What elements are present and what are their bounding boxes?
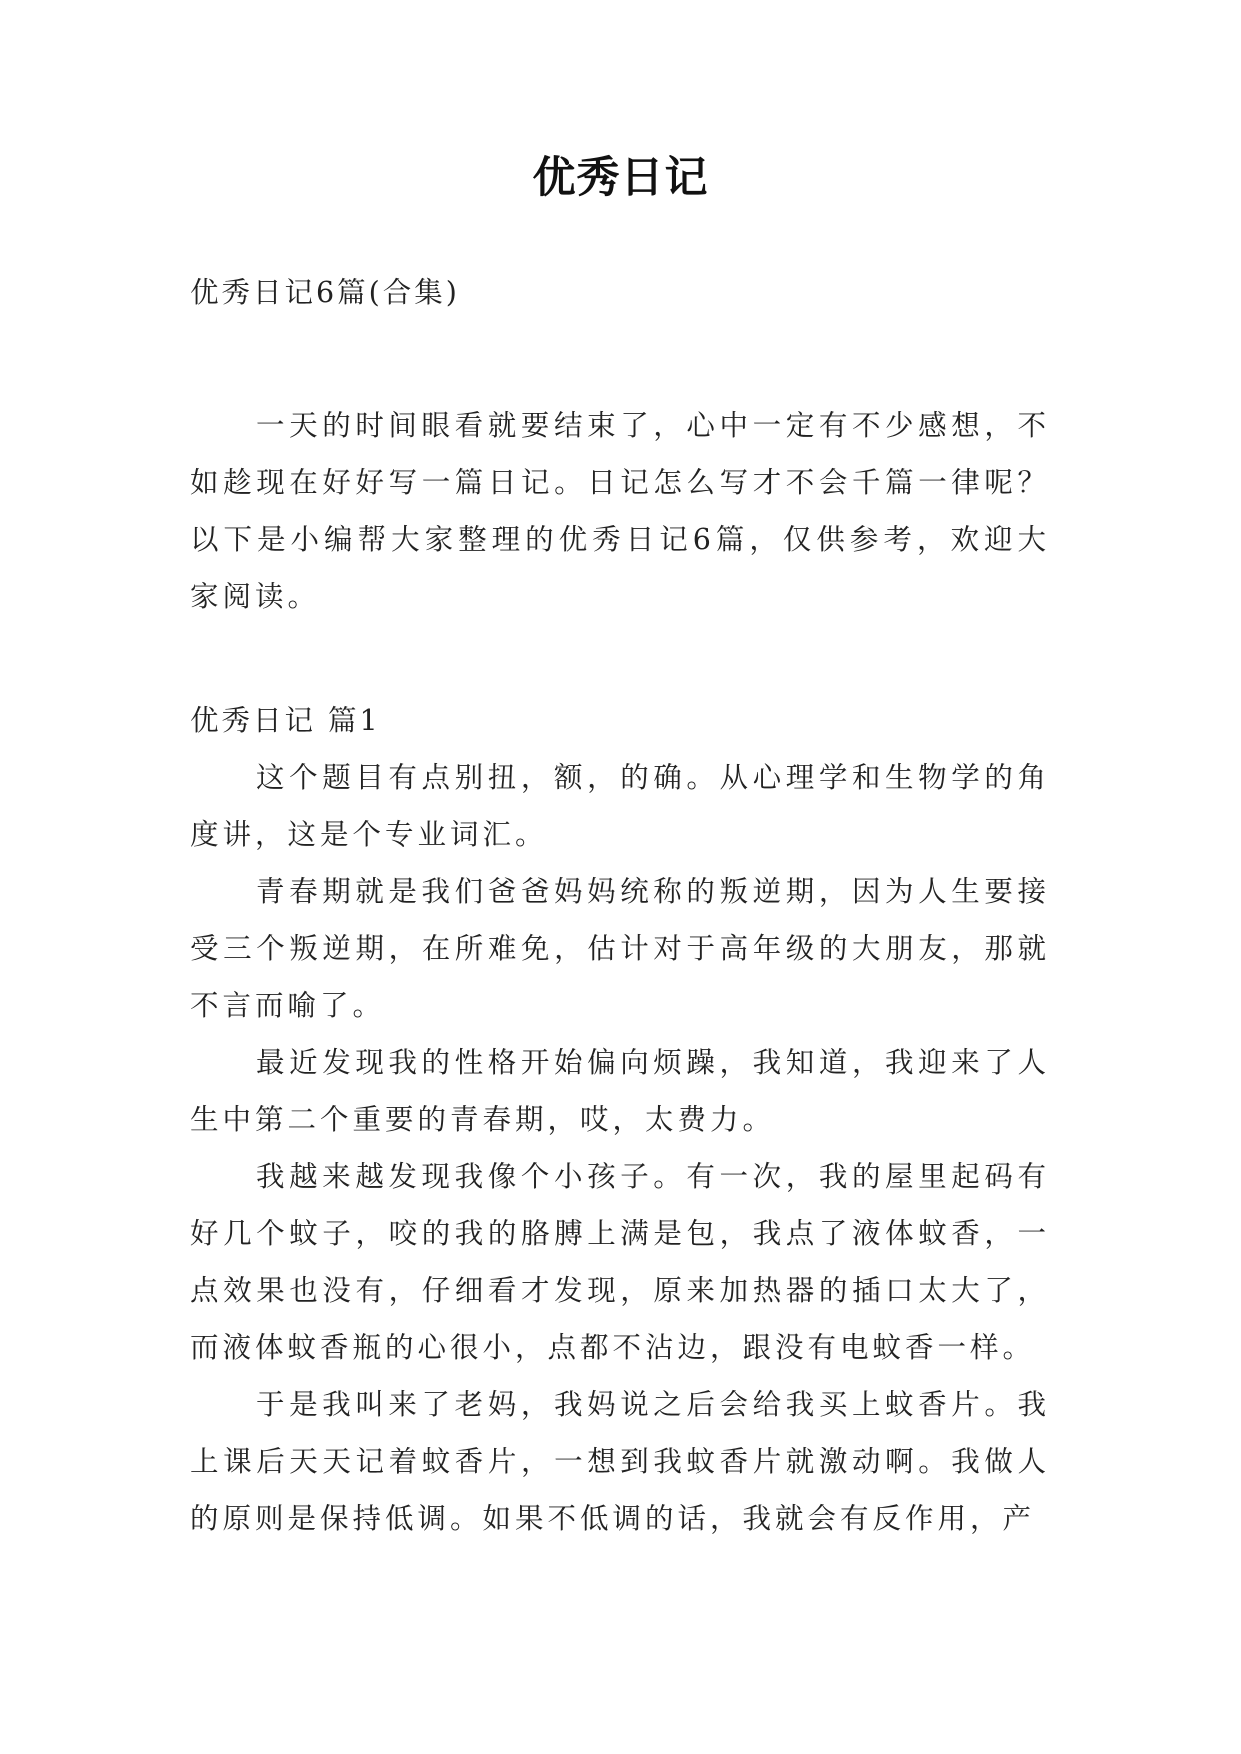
body-paragraph: 最近发现我的性格开始偏向烦躁，我知道，我迎来了人生中第二个重要的青春期，哎，太费力。 [190,1046,1050,1136]
document-subtitle: 优秀日记6篇(合集) [190,276,460,309]
section-heading: 优秀日记 篇1 [190,704,381,737]
intro-paragraph: 一天的时间眼看就要结束了，心中一定有不少感想，不如趁现在好好写一篇日记。日记怎么写才不会千篇一律呢？以下是小编帮大家整理的优秀日记6篇，仅供参考，欢迎大家阅读。 [190,409,1050,613]
document-title: 优秀日记 [532,153,709,203]
body-paragraph: 于是我叫来了老妈，我妈说之后会给我买上蚊香片。我上课后天天记着蚊香片，一想到我蚊香片就激动啊。我做人的原则是保持低调。如果不低调的话，我就会有反作用，产 [190,1388,1050,1535]
body-paragraph: 青春期就是我们爸爸妈妈统称的叛逆期，因为人生要接受三个叛逆期，在所难免，估计对于高年级的大朋友，那就不言而喻了。 [190,875,1050,1022]
body-paragraph: 我越来越发现我像个小孩子。有一次，我的屋里起码有好几个蚊子，咬的我的胳膊上满是包，我点了液体蚊香，一点效果也没有，仔细看才发现，原来加热器的插口太大了，而液体蚊香瓶的心很小，点都不沾边，跟没有电蚊香一样。 [190,1160,1050,1364]
body-paragraph: 这个题目有点别扭，额，的确。从心理学和生物学的角度讲，这是个专业词汇。 [190,761,1050,851]
